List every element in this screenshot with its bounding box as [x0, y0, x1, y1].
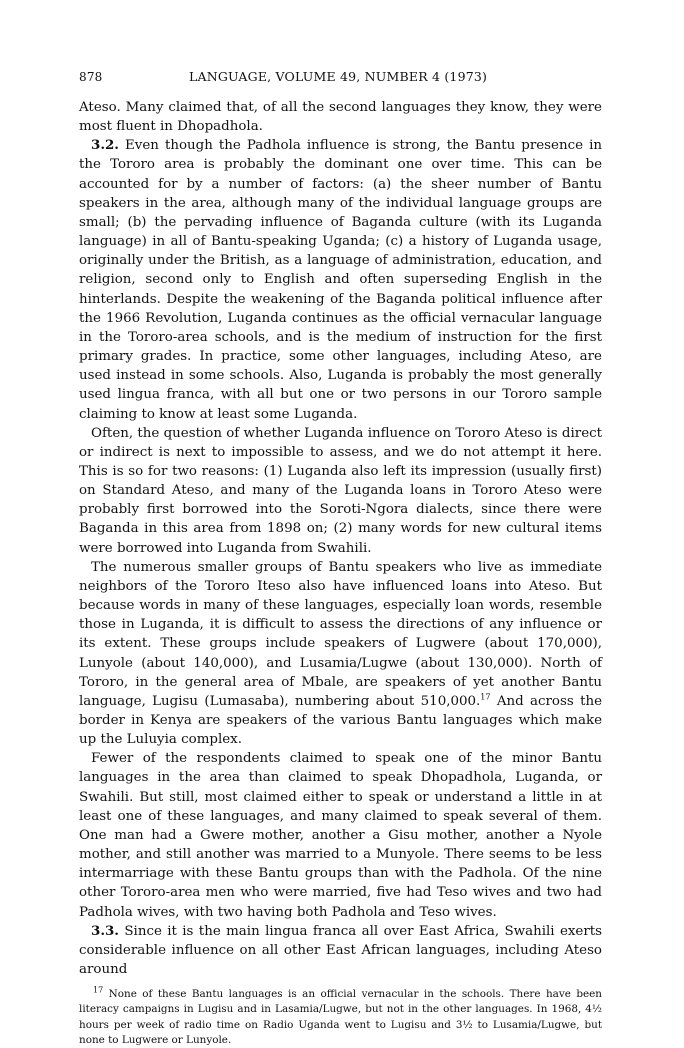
paragraph-text: The numerous smaller groups of Bantu speakers who live as immediate neighbors of the Tororo Iteso also have influenced loans into Ateso. But because words in many of these languages, especially loan words, resemble those in Luganda, it is difficult to assess the directions of any influence or its extent. These groups include speakers of Lugwere (about 170,000), Lunyole (about 140,000), and Lusamia/Lugwe (about 130,000). North of Tororo, in the general area of Mbale, are speakers of yet another Bantu language, Lugisu (Lumasaba), numbering about 510,000. — [79, 559, 602, 709]
section-3-2-paragraph — [79, 136, 602, 423]
section-text: Even though the Padhola influence is strong, the Bantu presence in the Tororo area is probably the dominant one over time. This can be accounted for by a number of factors: (a) the sheer number of Bantu speakers in the area, although many of the individual language groups are small; (b) the pervading influence of Baganda culture (with its Luganda language) in all of Bantu-speaking Uganda; (c) a history of Luganda usage, originally under the British, as a language of administration, education, and religion, second only to English and often superseding English in the hinterlands. Despite the weakening of the Baganda political influence after the 1966 Revolution, Luganda continues as the official vernacular language in the Tororo-area schools, and is the medium of instruction for the first primary grades. In practice, some other languages, including Ateso, are used instead in some schools. Also, Luganda is probably the most generally used lingua franca, with all but one or two persons in our Tororo sample claiming to know at least some Luganda. — [79, 138, 602, 422]
paragraph-text: And across the border in Kenya are speakers of the various Bantu languages which make up the Luluyia complex. — [79, 693, 602, 748]
section-text: Since it is the main lingua franca all over East Africa, Swahili exerts considerable influence on all other East African languages, including Ateso around — [79, 923, 602, 978]
running-header — [79, 69, 602, 84]
page — [79, 69, 602, 1048]
paragraph-continued: Ateso. Many claimed that, of all the second languages they know, they were most fluent in Dhopadhola. — [79, 100, 602, 135]
section-number: 3.3. — [91, 922, 119, 939]
footnote-ref[interactable]: 17 — [480, 692, 491, 702]
paragraph-fewer: Fewer of the respondents claimed to speak one of the minor Bantu languages in the area than claimed to speak Dhopadhola, Luganda, or Swahili. But still, most claimed either to speak or understand a little in at least one of these languages, and many claimed to speak several of them. One man had a Gwere mother, another a Gisu mother, another a Nyole mother, and still another was married to a Munyole. There seems to be less intermarriage with these Bantu groups than with the Padhola. Of the nine other Tororo-area men who were married, five had Teso wives and two had Padhola wives, with two having both Padhola and Teso wives. — [79, 751, 602, 920]
section-3-3-paragraph — [79, 922, 602, 979]
page-number: 878 — [79, 70, 103, 84]
footnote-text: None of these Bantu languages is an official vernacular in the schools. There have been literacy campaigns in Lugisu and in Lasamia/Lugwe, but not in the other languages. In 1968, 4½ hours per week of radio time on Radio Uganda went to Lugisu and 3½ to Lusamia/Lugwe, but none to Lugwere or Lunyole. — [79, 988, 602, 1047]
footnote-number: 17 — [93, 985, 104, 995]
running-title: LANGUAGE, VOLUME 49, NUMBER 4 (1973) — [189, 69, 488, 84]
paragraph-often: Often, the question of whether Luganda influence on Tororo Ateso is direct or indirect is next to impossible to assess, and we do not attempt it here. This is so for two reasons: (1) Luganda also left its impression (usually first) on Standard Ateso, and many of the Luganda loans in Tororo Ateso were probably first borrowed into the Soroti-Ngora dialects, since there were Baganda in this area from 1898 on; (2) many words for new cultural items were borrowed into Luganda from Swahili. — [79, 425, 602, 556]
paragraph-numerous — [79, 558, 602, 750]
footnote — [79, 987, 602, 1048]
section-number: 3.2. — [91, 137, 119, 154]
body-text — [79, 98, 602, 979]
